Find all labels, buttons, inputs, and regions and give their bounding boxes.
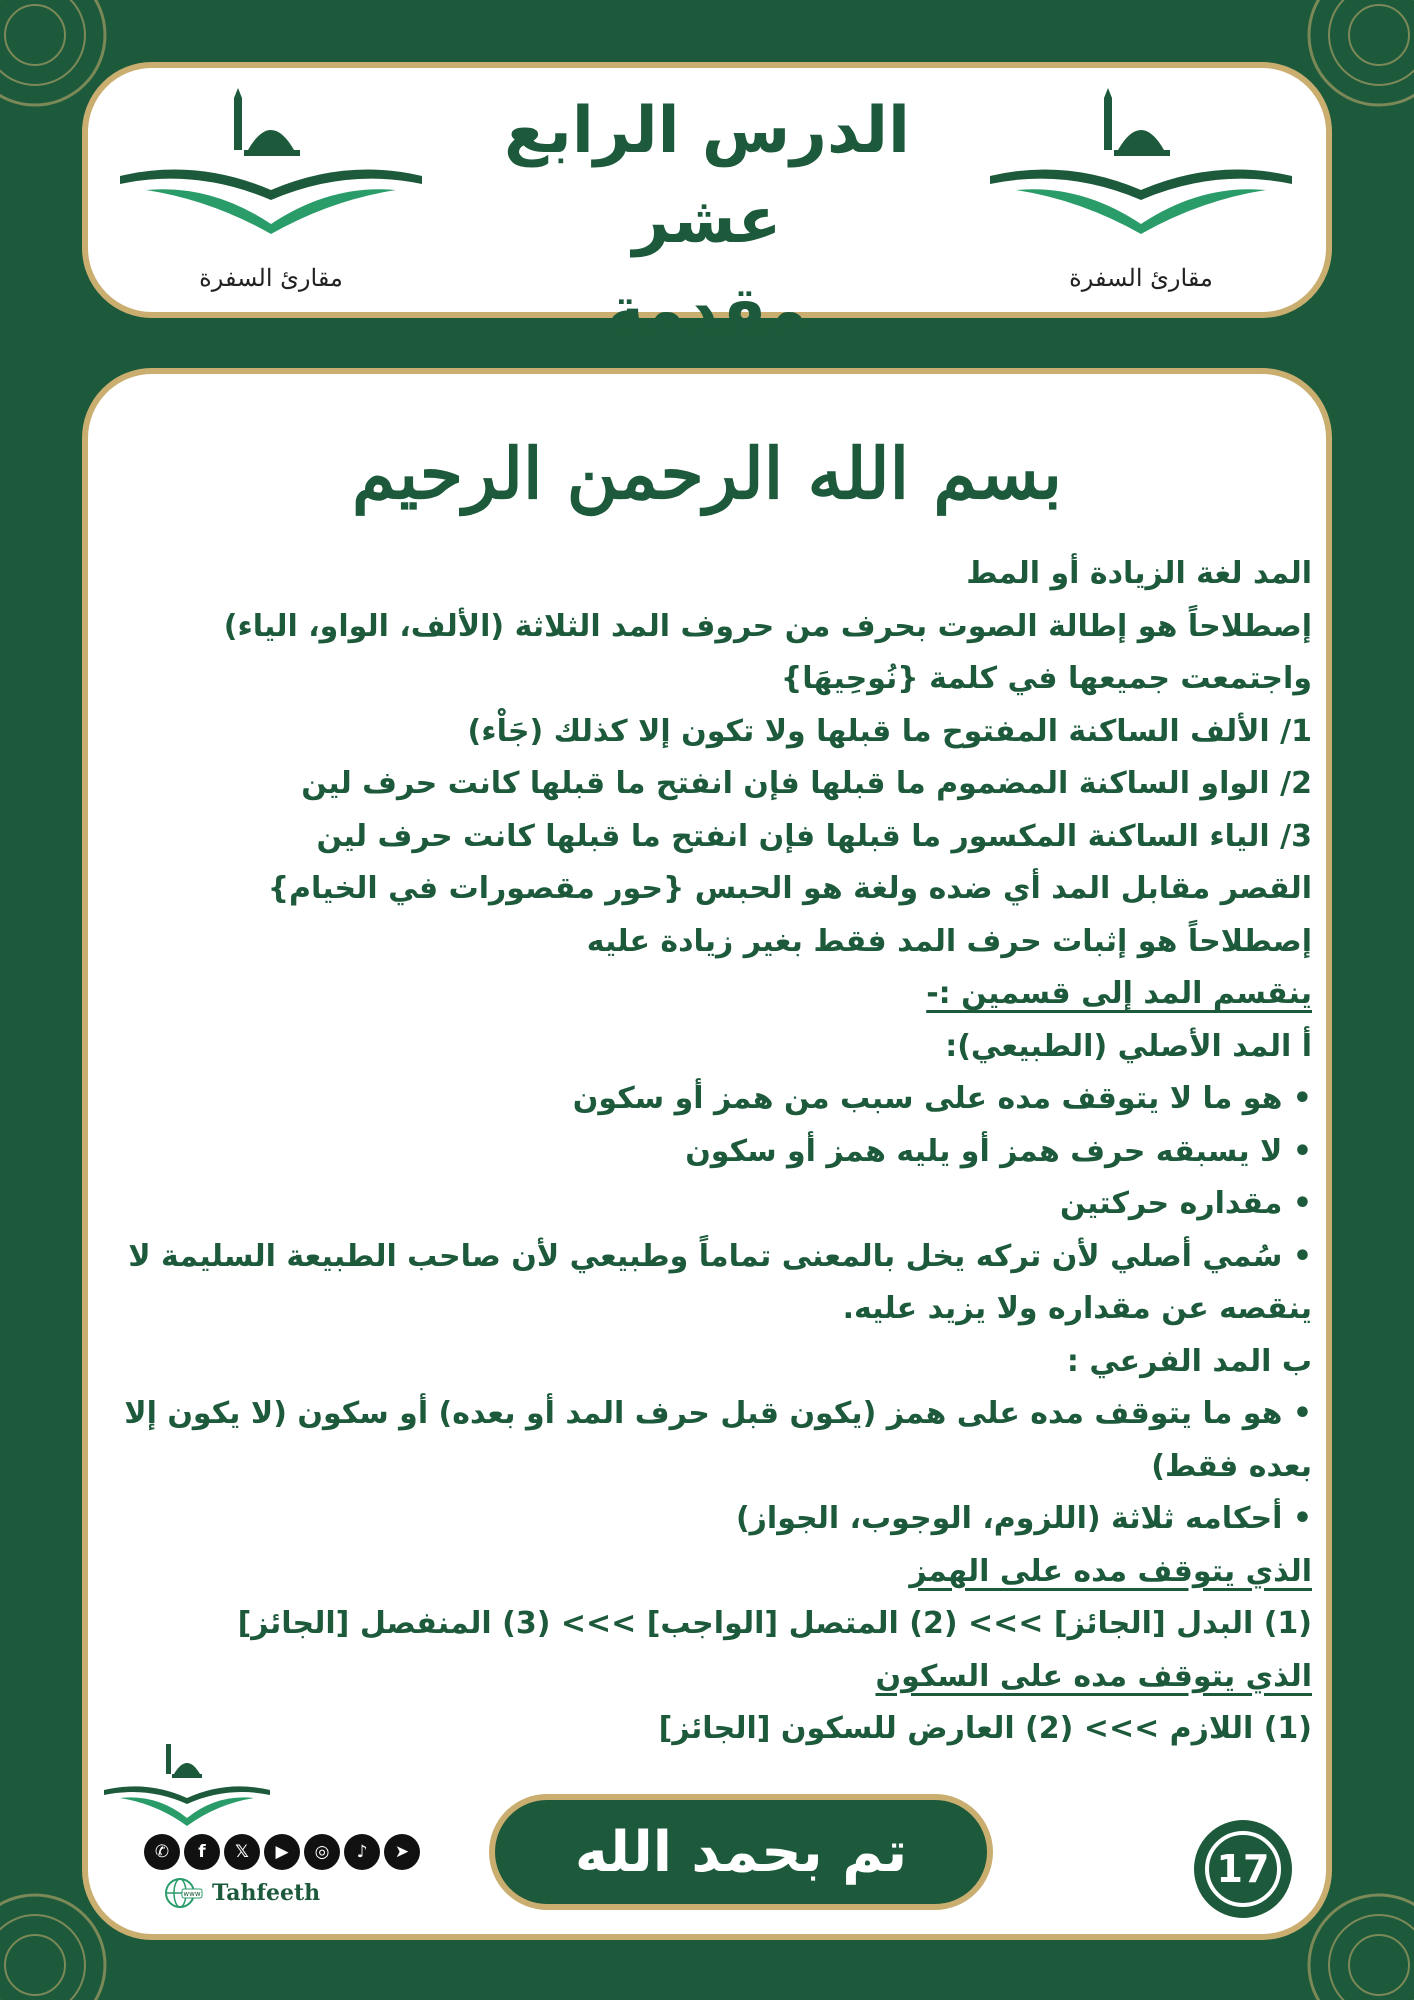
text-line: القصر مقابل المد أي ضده ولغة هو الحبس {حور مقصورات في الخيام} — [267, 871, 1312, 906]
section-heading: ينقسم المد إلى قسمين :- — [926, 976, 1312, 1011]
basmala-calligraphy: بسم الله الرحمن الرحيم — [352, 432, 1062, 515]
maqari-logo — [116, 88, 426, 308]
lesson-number: الدرس الرابع عشر — [504, 94, 910, 258]
text-line: 1/ الألف الساكنة المفتوح ما قبلها ولا تكون إلا كذلك (جَاْء) — [467, 713, 1312, 749]
text-line: إصطلاحاً هو إطالة الصوت بحرف من حروف المد الثلاثة (الألف، الواو، الياء) — [223, 608, 1312, 644]
text-line: المد لغة الزيادة أو المط — [966, 556, 1312, 591]
lesson-content — [82, 368, 1332, 1940]
logo-caption: مقارئ السفرة — [1069, 264, 1213, 292]
text-line: إصطلاحاً هو إثبات حرف المد فقط بغير زيادة عليه — [586, 923, 1312, 959]
page-number: 17 — [1205, 1831, 1281, 1907]
whatsapp-icon[interactable]: ✆ — [144, 1834, 180, 1870]
closing-banner: تم بحمد الله — [489, 1794, 993, 1910]
bullet-item: • سُمي أصلي لأن تركه يخل بالمعنى تماماً وطبيعي لأن صاحب الطبيعة السليمة لا ينقصه عن مقداره ولا يزيد عليه. — [128, 1238, 1312, 1326]
bullet-item: • مقداره حركتين — [1059, 1186, 1312, 1221]
web-badge: www — [183, 1890, 201, 1898]
website-link[interactable] — [164, 1876, 320, 1910]
bullet-item: • أحكامه ثلاثة (اللزوم، الوجوب، الجواز) — [735, 1501, 1312, 1536]
bullet-item: • هو ما لا يتوقف مده على سبب من همز أو سكون — [572, 1081, 1312, 1116]
logo-caption: مقارئ السفرة — [199, 264, 343, 292]
maqari-logo — [986, 88, 1296, 308]
rule-list: (1) البدل [الجائز] >>> (2) المتصل [الواجب] >>> (3) المنفصل [الجائز] — [237, 1606, 1312, 1641]
page-number-badge — [1194, 1820, 1292, 1918]
facebook-icon[interactable]: f — [184, 1834, 220, 1870]
subsection-heading: ب المد الفرعي : — [1066, 1343, 1312, 1379]
book-mosque-icon — [102, 1740, 272, 1830]
bullet-item: • لا يسبقه حرف همز أو يليه همز أو سكون — [685, 1133, 1312, 1169]
lesson-header — [82, 62, 1332, 348]
book-mosque-icon — [986, 88, 1296, 238]
youtube-icon[interactable]: ▶ — [264, 1834, 300, 1870]
brand-name: Tahfeeth — [212, 1880, 321, 1906]
lesson-body — [98, 548, 1312, 1756]
lesson-topic: مقدمة — [606, 274, 808, 348]
section-heading: الذي يتوقف مده على الهمز — [909, 1553, 1312, 1589]
text-line: 2/ الواو الساكنة المضموم ما قبلها فإن انفتح ما قبلها كانت حرف لين — [301, 766, 1312, 801]
tiktok-icon[interactable]: ♪ — [344, 1834, 380, 1870]
globe-icon — [164, 1877, 204, 1909]
book-mosque-icon — [116, 88, 426, 238]
x-icon[interactable]: 𝕏 — [224, 1834, 260, 1870]
instagram-icon[interactable]: ◎ — [304, 1834, 340, 1870]
rule-list: (1) اللازم >>> (2) العارض للسكون [الجائز] — [658, 1711, 1312, 1746]
subsection-heading: أ المد الأصلي (الطبيعي): — [945, 1028, 1312, 1064]
bullet-item: • هو ما يتوقف مده على همز (يكون قبل حرف المد أو بعده) أو سكون (لا يكون إلا بعده فقط) — [124, 1396, 1312, 1484]
section-heading: الذي يتوقف مده على السكون — [875, 1658, 1312, 1694]
telegram-icon[interactable]: ➤ — [384, 1834, 420, 1870]
text-line: واجتمعت جميعها في كلمة {نُوحِيهَا} — [780, 661, 1312, 696]
social-links — [144, 1834, 420, 1870]
text-line: 3/ الياء الساكنة المكسور ما قبلها فإن انفتح ما قبلها كانت حرف لين — [316, 818, 1312, 854]
